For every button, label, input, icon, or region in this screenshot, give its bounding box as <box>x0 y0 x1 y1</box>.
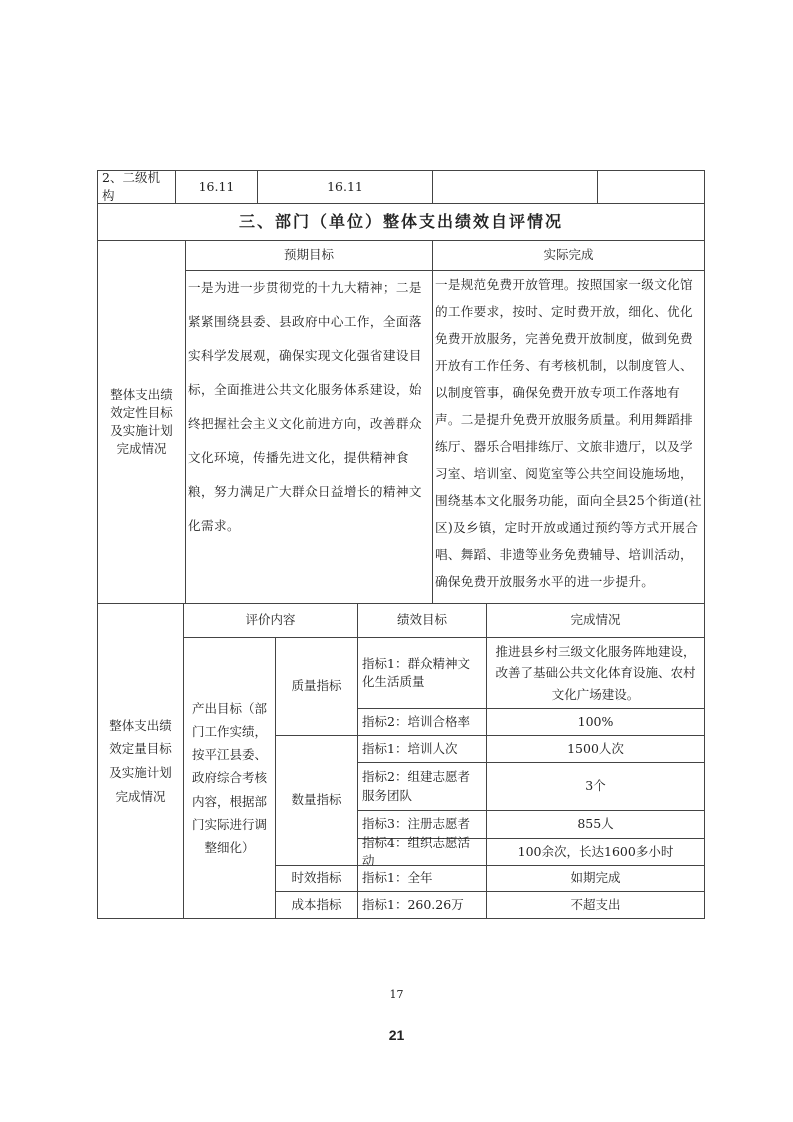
col-content: 评价内容 <box>183 603 358 638</box>
category-quality: 质量指标 <box>275 637 358 736</box>
target-cell: 指标4：组织志愿活动 <box>357 838 487 866</box>
section-title: 三、部门（单位）整体支出绩效自评情况 <box>97 203 705 241</box>
target-cell: 指标3：注册志愿者 <box>357 810 487 839</box>
target-cell: 指标1：全年 <box>357 865 487 892</box>
target-cell: 指标1：群众精神文化生活质量 <box>357 637 487 709</box>
target-cell: 指标2：培训合格率 <box>357 708 487 736</box>
col-target: 绩效目标 <box>357 603 487 638</box>
empty-cell <box>432 170 598 204</box>
expected-text: 一是为进一步贯彻党的十九大精神；二是紧紧围绕县委、县政府中心工作，全面落实科学发展观，确保实现文化强省建设目标，全面推进公共文化服务体系建设，始终把握社会主义文化前进方向，改善群众文化环境，传播先进文化，提供精神食粮，努力满足广大群众日益增长的精神文化需求。 <box>185 270 433 604</box>
org-label: 2、二级机构 <box>97 170 176 204</box>
target-cell: 指标1：培训人次 <box>357 735 487 763</box>
qualitative-row-label: 整体支出绩效定性目标及实施计划完成情况 <box>97 240 186 604</box>
quantitative-row-label: 整体支出绩效定量目标及实施计划完成情况 <box>97 603 184 919</box>
category-time: 时效指标 <box>275 865 358 892</box>
result-cell: 100余次，长达1600多小时 <box>486 838 705 866</box>
result-cell: 如期完成 <box>486 865 705 892</box>
value-cell: 16.11 <box>257 170 433 204</box>
result-cell: 3个 <box>486 762 705 811</box>
target-cell: 指标1：260.26万 <box>357 891 487 919</box>
empty-cell <box>597 170 705 204</box>
value-cell: 16.11 <box>175 170 258 204</box>
page-number: 21 <box>388 1027 405 1043</box>
result-cell: 1500人次 <box>486 735 705 763</box>
category-cost: 成本指标 <box>275 891 358 919</box>
inner-page-number: 17 <box>389 988 404 1001</box>
col-result: 完成情况 <box>486 603 705 638</box>
actual-text: 一是规范免费开放管理。按照国家一级文化馆的工作要求，按时、定时费开放，细化、优化免费开放服务，完善免费开放制度，做到免费开放有工作任务、有考核机制，以制度管人、以制度管事，确保免费开放专项工作落地有声。二是提升免费开放服务质量。利用舞蹈排练厅、器乐合唱排练厅、文旅非遗厅，以及学习室、培训室、阅览室等公共空间设施场地，围绕基本文化服务功能，面向全县25个街道(社区)及乡镇，定时开放或通过预约等方式开展合唱、舞蹈、非遗等业务免费辅导、培训活动，确保免费开放服务水平的进一步提升。 <box>432 270 705 604</box>
col-actual: 实际完成 <box>432 240 705 271</box>
result-cell: 不超支出 <box>486 891 705 919</box>
category-quantity: 数量指标 <box>275 735 358 866</box>
result-cell: 推进县乡村三级文化服务阵地建设，改善了基础公共文化体育设施、农村文化广场建设。 <box>486 637 705 709</box>
col-expected: 预期目标 <box>185 240 433 271</box>
result-cell: 855人 <box>486 810 705 839</box>
output-target-label: 产出目标（部门工作实绩，按平江县委、政府综合考核内容，根据部门实际进行调整细化） <box>183 637 276 919</box>
target-cell: 指标2：组建志愿者服务团队 <box>357 762 487 811</box>
result-cell: 100% <box>486 708 705 736</box>
